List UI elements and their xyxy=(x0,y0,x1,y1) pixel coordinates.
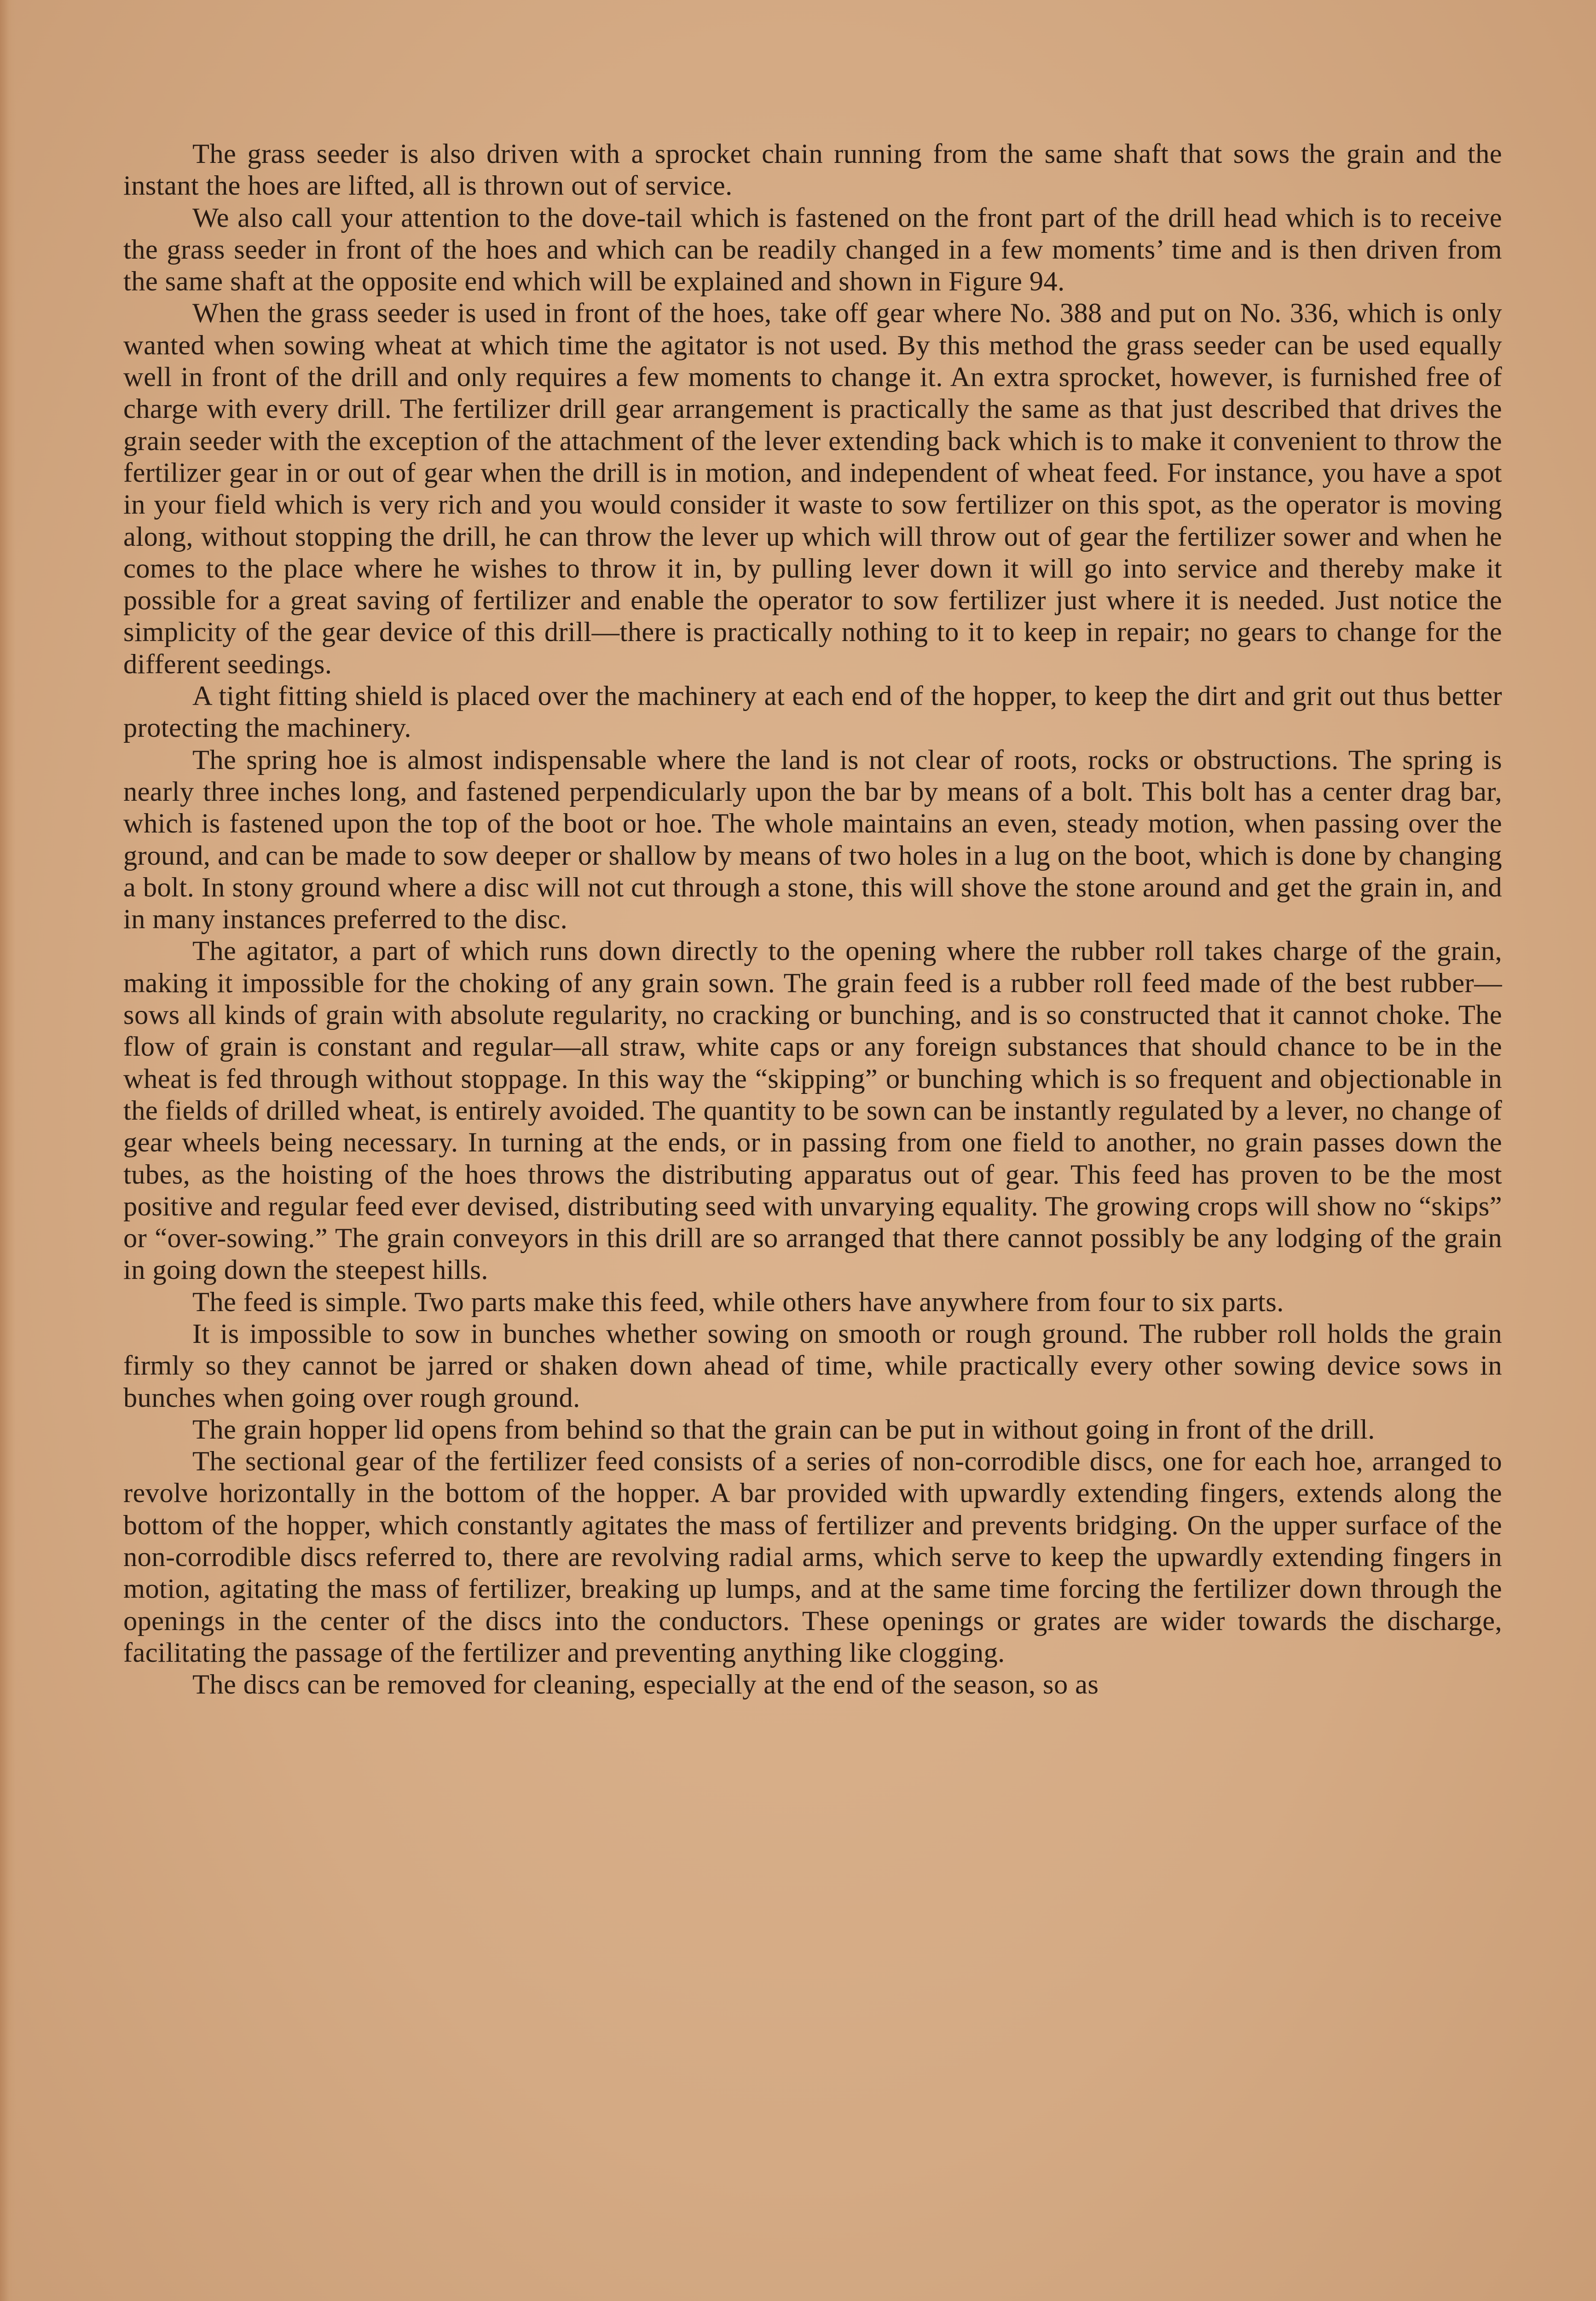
paragraph-grass-seeder-drive: The grass seeder is also driven with a sprocket chain running from the same shaft that sows the grain and the instant the hoes are lifted, all is thrown out of service. xyxy=(123,139,1502,202)
paragraph-feed-simple: The feed is simple. Two parts make this feed, while others have anywhere from four to six parts. xyxy=(192,1286,1284,1318)
paragraph-gear-arrangement: When the grass seeder is used in front of the hoes, take off gear where No. 388 and put on No. 336, which is only wanted when sowing wheat at which time the agitator is not used. By this method the grass seeder can be used equally well in front of the drill and only requires a few moments to change it. An extra sprocket, however, is furnished free of charge with every drill. The fertilizer drill gear arrangement is practically the same as that just described that drives the grain seeder with the exception of the attachment of the lever extending back which is to make it convenient to throw the fertilizer gear in or out of gear when the drill is in motion, and independent of wheat feed. For instance, you have a spot in your field which is very rich and you would consider it waste to sow fertilizer on this spot, as the operator is moving along, without stopping the drill, he can throw the lever up which will throw out of gear the fertilizer sower and when he comes to the place where he wishes to throw it in, by pulling lever down it will go into service and thereby make it possible for a great saving of fertilizer and enable the operator to sow fertilizer just where it is needed. Just notice the simplicity of the gear device of this drill—there is practically nothing to it to keep in repair; no gears to change for the different seedings. xyxy=(123,298,1502,680)
paragraph-shield: A tight fitting shield is placed over the machinery at each end of the hopper, to keep the dirt and grit out thus better protecting the machinery. xyxy=(123,681,1502,744)
paragraph-dove-tail: We also call your attention to the dove-tail which is fastened on the front part of the drill head which is to receive the grass seeder in front of the hoes and which can be readily changed in a few moments’ time and is then driven from the same shaft at the opposite end which will be explained and shown in Figure 94. xyxy=(123,202,1502,297)
paragraph-hopper-lid: The grain hopper lid opens from behind so that the grain can be put in without going in front of the drill. xyxy=(192,1414,1375,1445)
paragraph-fertilizer-feed: The sectional gear of the fertilizer feed consists of a series of non-corrodible discs, one for each hoe, arranged to revolve horizontally in the bottom of the hopper. A bar provided with upwardly extending fingers, extends along the bottom of the hopper, which constantly agitates the mass of fertilizer and prevents bridging. On the upper surface of the non-corrodible discs referred to, there are revolving radial arms, which serve to keep the upwardly extending fingers in motion, agitating the mass of fertilizer, breaking up lumps, and at the same time forcing the fertilizer down through the openings in the center of the discs into the conductors. These openings or grates are wider towards the discharge, facilitating the passage of the fertilizer and preventing anything like clogging. xyxy=(123,1446,1502,1668)
body-text xyxy=(123,138,1502,1701)
paragraph-agitator: The agitator, a part of which runs down directly to the opening where the rubber roll takes charge of the grain, making it impossible for the choking of any grain sown. The grain feed is a rubber roll feed made of the best rubber—sows all kinds of grain with absolute regularity, no cracking or bunching, and is so constructed that it cannot choke. The flow of grain is constant and regular—all straw, white caps or any foreign substances that should chance to be in the wheat is fed through without stoppage. In this way the “skipping” or bunching which is so frequent and objectionable in the fields of drilled wheat, is entirely avoided. The quantity to be sown can be instantly regulated by a lever, no change of gear wheels being necessary. In turning at the ends, or in passing from one field to another, no grain passes down the tubes, as the hoisting of the hoes throws the distributing apparatus out of gear. This feed has proven to be the most positive and regular feed ever devised, distributing seed with unvarying equality. The growing crops will show no “skips” or “over-sowing.” The grain conveyors in this drill are so arranged that there cannot possibly be any lodging of the grain in going down the steepest hills. xyxy=(123,936,1502,1286)
paragraph-no-bunches: It is impossible to sow in bunches whether sowing on smooth or rough ground. The rubber roll holds the grain firmly so they cannot be jarred or shaken down ahead of time, while practically every other sowing device sows in bunches when going over rough ground. xyxy=(123,1318,1502,1413)
paragraph-spring-hoe: The spring hoe is almost indispensable where the land is not clear of roots, rocks or obstructions. The spring is nearly three inches long, and fastened perpendicularly upon the bar by means of a bolt. This bolt has a center drag bar, which is fastened upon the top of the boot or hoe. The whole maintains an even, steady motion, when passing over the ground, and can be made to sow deeper or shallow by means of two holes in a lug on the boot, which is done by changing a bolt. In stony ground where a disc will not cut through a stone, this will shove the stone around and get the grain in, and in many instances preferred to the disc. xyxy=(123,744,1502,935)
paragraph-discs-removed: The discs can be removed for cleaning, especially at the end of the season, so as xyxy=(192,1669,1099,1700)
page-binding-edge xyxy=(0,0,16,2301)
